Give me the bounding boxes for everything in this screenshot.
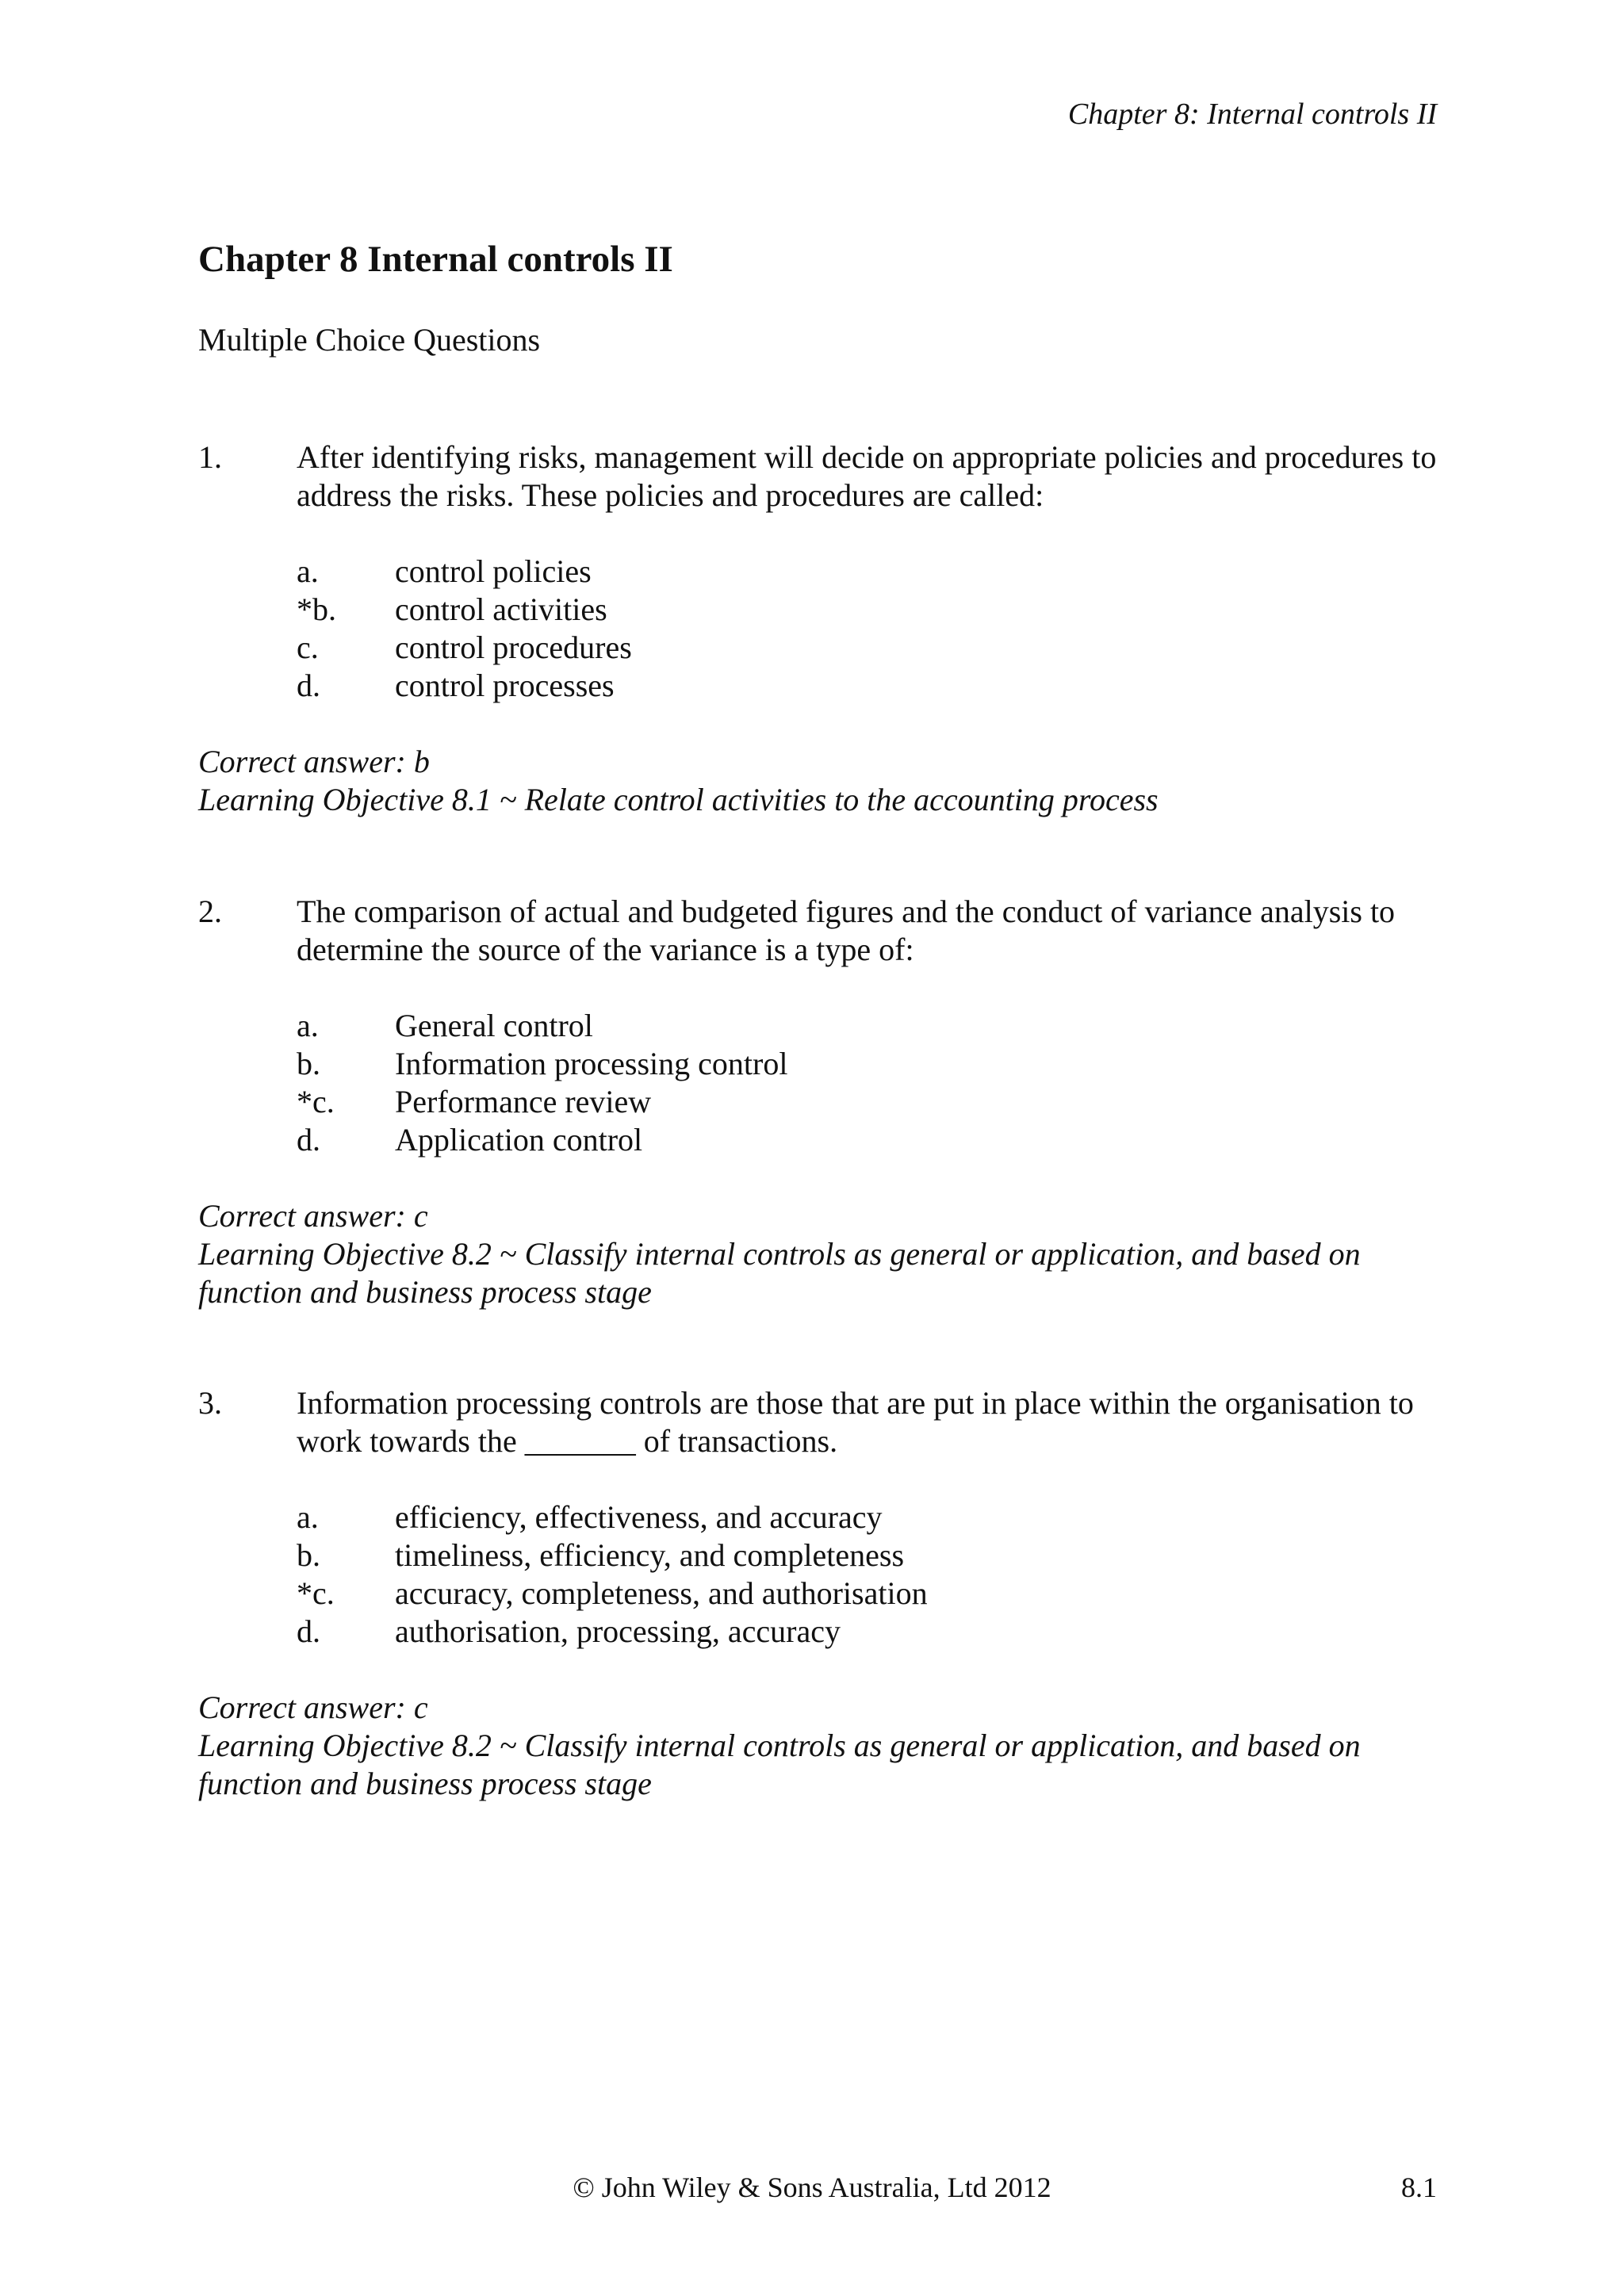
question-text: Information processing controls are those that are put in place within the organisation to work towards the _______ of transactions. — [297, 1385, 1414, 1459]
option-text: Information processing control — [395, 1046, 788, 1081]
question-3 — [198, 1384, 1451, 1803]
option-text: Performance review — [395, 1084, 652, 1119]
option-label: d. — [297, 1613, 320, 1649]
option-label: a. — [297, 1008, 319, 1043]
option-text: control processes — [395, 668, 615, 703]
option-text: authorisation, processing, accuracy — [395, 1613, 841, 1649]
option-text: timeliness, efficiency, and completeness — [395, 1537, 905, 1573]
question-2 — [198, 893, 1451, 1311]
running-header: Chapter 8: Internal controls II — [1067, 98, 1437, 131]
correct-answer: Correct answer: b — [198, 744, 430, 779]
answer-block — [198, 743, 1451, 819]
question-number: 1. — [198, 439, 222, 475]
option-label: b. — [297, 1046, 320, 1081]
answer-option — [198, 553, 1451, 591]
option-label: *b. — [297, 591, 336, 627]
page-title: Chapter 8 Internal controls II — [198, 239, 673, 280]
learning-objective: Learning Objective 8.1 ~ Relate control activities to the accounting process — [198, 782, 1159, 817]
answer-block — [198, 1689, 1451, 1803]
answer-option — [198, 1575, 1451, 1613]
answer-option — [198, 667, 1451, 705]
option-label: d. — [297, 1122, 320, 1158]
option-text: control procedures — [395, 629, 632, 665]
question-text: The comparison of actual and budgeted figures and the conduct of variance analysis to determine the source of the variance is a type of: — [297, 894, 1396, 967]
option-label: a. — [297, 1499, 319, 1535]
answer-option — [198, 629, 1451, 667]
question-stem — [198, 1384, 1451, 1460]
option-label: *c. — [297, 1575, 335, 1611]
option-text: efficiency, effectiveness, and accuracy — [395, 1499, 883, 1535]
correct-answer: Correct answer: c — [198, 1198, 428, 1234]
answer-option — [198, 1613, 1451, 1651]
question-number: 2. — [198, 894, 222, 929]
answer-option — [198, 591, 1451, 629]
copyright-notice: © John Wiley & Sons Australia, Ltd 2012 — [573, 2172, 1051, 2203]
option-label: d. — [297, 668, 320, 703]
answer-option — [198, 1007, 1451, 1045]
section-subtitle: Multiple Choice Questions — [198, 322, 541, 358]
answer-options — [198, 1498, 1451, 1651]
option-text: Application control — [395, 1122, 643, 1158]
answer-block — [198, 1197, 1451, 1311]
answer-option — [198, 1045, 1451, 1083]
question-1 — [198, 438, 1451, 819]
answer-options — [198, 553, 1451, 705]
question-stem — [198, 893, 1451, 969]
page-number: 8.1 — [1401, 2172, 1437, 2203]
option-label: c. — [297, 629, 319, 665]
option-label: a. — [297, 553, 319, 589]
question-number: 3. — [198, 1385, 222, 1421]
option-label: b. — [297, 1537, 320, 1573]
question-stem — [198, 438, 1451, 515]
answer-option — [198, 1083, 1451, 1121]
option-text: control activities — [395, 591, 607, 627]
answer-option — [198, 1498, 1451, 1536]
correct-answer: Correct answer: c — [198, 1689, 428, 1725]
answer-options — [198, 1007, 1451, 1159]
option-text: accuracy, completeness, and authorisation — [395, 1575, 928, 1611]
answer-option — [198, 1121, 1451, 1159]
option-text: control policies — [395, 553, 592, 589]
option-text: General control — [395, 1008, 593, 1043]
answer-option — [198, 1536, 1451, 1575]
option-label: *c. — [297, 1084, 335, 1119]
learning-objective: Learning Objective 8.2 ~ Classify internal controls as general or application, and based on function and business process stage — [198, 1236, 1361, 1310]
learning-objective: Learning Objective 8.2 ~ Classify internal controls as general or application, and based on function and business process stage — [198, 1728, 1361, 1801]
question-text: After identifying risks, management will decide on appropriate policies and procedures to address the risks. These policies and procedures are called: — [297, 439, 1437, 513]
